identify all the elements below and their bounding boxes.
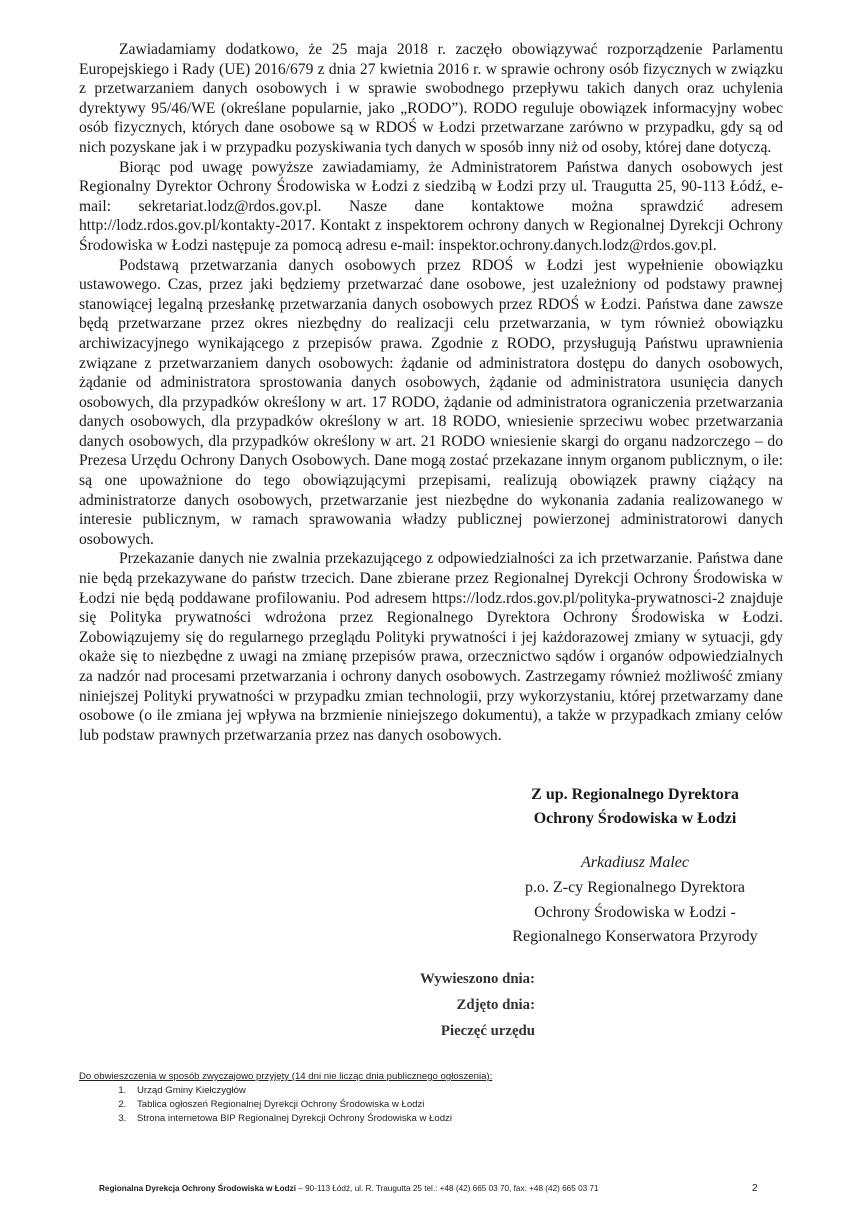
list-item: 3. Strona internetowa BIP Regionalnej Dyrekcji Ochrony Środowiska w Łodzi [129, 1112, 779, 1126]
title-line-1: p.o. Z-cy Regionalnego Dyrektora [525, 879, 745, 896]
posted-date-label: Wywieszono dnia: [420, 971, 535, 987]
title-line-2: Ochrony Środowiska w Łodzi - [534, 903, 736, 921]
removed-date-label: Zdjęto dnia: [456, 997, 535, 1013]
office-stamp-label: Pieczęć urzędu [440, 1023, 535, 1039]
footer-org: Regionalna Dyrekcja Ochrony Środowiska w Łodzi [99, 1184, 297, 1193]
footer-address: – 90-113 Łódź, ul. R. Traugutta 25 tel.: +48 (42) 665 03 70, fax: +48 (42) 665 03 71 [296, 1184, 599, 1193]
title-line-3: Regionalnego Konserwatora Przyrody [512, 928, 758, 945]
page-number: 2 [752, 1183, 758, 1194]
page-footer [99, 1184, 679, 1193]
paragraph-administrator: Biorąc pod uwagę powyższe zawiadamiamy, że Administratorem Państwa danych osobowych jest Regionalny Dyrektor Ochrony Środowiska w Łodzi z siedzibą w Łodzi przy ul. Traugutta 25, 90-113 Łódź, e-mail: sekretariat.lodz@rdos.gov.pl. Nasze dane kontaktowe można sprawdzić adresem http://lodz.rdos.gov.pl/kontakty-2017. Kontakt z inspektorem ochrony danych w Regionalnej Dyrekcji Ochrony Środowiska w Łodzi następuje za pomocą adresu e-mail: inspektor.ochrony.danych.lodz@rdos.gov.pl. [79, 158, 783, 254]
signatory-title [470, 876, 800, 950]
distribution-list [79, 1070, 779, 1126]
paragraph-legal-basis: Podstawą przetwarzania danych osobowych przez RDOŚ w Łodzi jest wypełnienie obowiązku ustawowego. Czas, przez jaki będziemy przetwarzać dane osobowe, jest uzależniony od podstawy prawnej stanowiącej legalną przesłankę przetwarzania danych osobowych przez RDOŚ w Łodzi. Państwa dane zawsze będą przetwarzane przez okres niezbędny do realizacji celu przetwarzania, w tym również obowiązku archiwizacyjnego wynikającego z przepisów prawa. Zgodnie z RODO, przysługują Państwu uprawnienia związane z przetwarzaniem danych osobowych: żądanie od administratora dostępu do danych osobowych, żądanie od administratora sprostowania danych osobowych, żądanie od administratora usunięcia danych osobowych, dla przypadków określony w art. 17 RODO, żądanie od administratora ograniczenia przetwarzania danych osobowych, dla przypadków określony w art. 18 RODO, wniesienie sprzeciwu wobec przetwarzania danych osobowych, dla przypadków określony w art. 21 RODO wniesienie skargi do organu nadzorczego – do Prezesa Urzędu Ochrony Danych Osobowych. Dane mogą zostać przekazane innym organom publicznym, o ile: są one upoważnione do tego obowiązującymi przepisami, realizują obowiązek prawny ciążący na administratorze danych osobowych, przetwarzanie jest niezbędne do wykonania zadania realizowanego w interesie publicznym, w ramach sprawowania władzy publicznej powierzonej administratorowi danych osobowych. [79, 256, 783, 548]
list-item: 2. Tablica ogłoszeń Regionalnej Dyrekcji Ochrony Środowiska w Łodzi [129, 1098, 779, 1112]
body-text [79, 40, 783, 745]
list-item: 1. Urząd Gminy Kiełczygłów [129, 1084, 779, 1098]
distribution-items [79, 1084, 779, 1126]
paragraph-privacy-policy: Przekazanie danych nie zwalnia przekazującego z odpowiedzialności za ich przetwarzanie. Państwa dane nie będą przekazywane do państw trzecich. Dane zbierane przez Regionalnej Dyrekcji Ochrony Środowiska w Łodzi nie będą poddawane profilowaniu. Pod adresem https://lodz.rdos.gov.pl/polityka-prywatnosci-2 znajduje się Polityka prywatności wdrożona przez Regionalnego Dyrektora Ochrony Środowiska w Łodzi. Zobowiązujemy się do regularnego przeglądu Polityki prywatności i jej każdorazowej zmiany w sytuacji, gdy okaże się to niezbędne z uwagi na zmianę przepisów prawa, orzecznictwo sądów i organów odpowiedzialnych za nadzór nad procesami przetwarzania i ochrony danych osobowych. Zastrzegamy również możliwość zmiany niniejszej Polityki prywatności w przypadku zmian technologii, przy wykorzystaniu, której przetwarzamy dane osobowe (o ile zmiana jej wpływa na brzmienie niniejszego dokumentu), a także w przypadkach zmiany celów lub podstaw prawnych przetwarzania przez nas danych osobowych. [79, 550, 783, 744]
paragraph-rodo-notice: Zawiadamiamy dodatkowo, że 25 maja 2018 r. zaczęło obowiązywać rozporządzenie Parlamentu Europejskiego i Rady (UE) 2016/679 z dnia 27 kwietnia 2016 r. w sprawie ochrony osób fizycznych w związku z przetwarzaniem danych osobowych i w sprawie swobodnego przepływu takich danych oraz uchylenia dyrektywy 95/46/WE (określane popularnie, jako „RODO”). RODO reguluje obowiązek informacyjny wobec osób fizycznych, których dane osobowe są w RDOŚ w Łodzi przetwarzane zarówno w przypadku, gdy są od nich pozyskane jak i w przypadku pozyskiwania tych danych w sposób inny niż od osoby, której dane dotyczą. [79, 41, 783, 156]
authority-line-1: Z up. Regionalnego Dyrektora [531, 786, 739, 803]
distribution-header: Do obwieszczenia w sposób zwyczajowo przyjęty (14 dni nie licząc dnia publicznego ogłoszenia): [79, 1071, 493, 1082]
authority-line-2: Ochrony Środowiska w Łodzi [533, 810, 737, 827]
posting-stamp-block [300, 966, 535, 1044]
signature-authority [470, 783, 800, 831]
signatory-name: Arkadiusz Malec [581, 854, 689, 871]
